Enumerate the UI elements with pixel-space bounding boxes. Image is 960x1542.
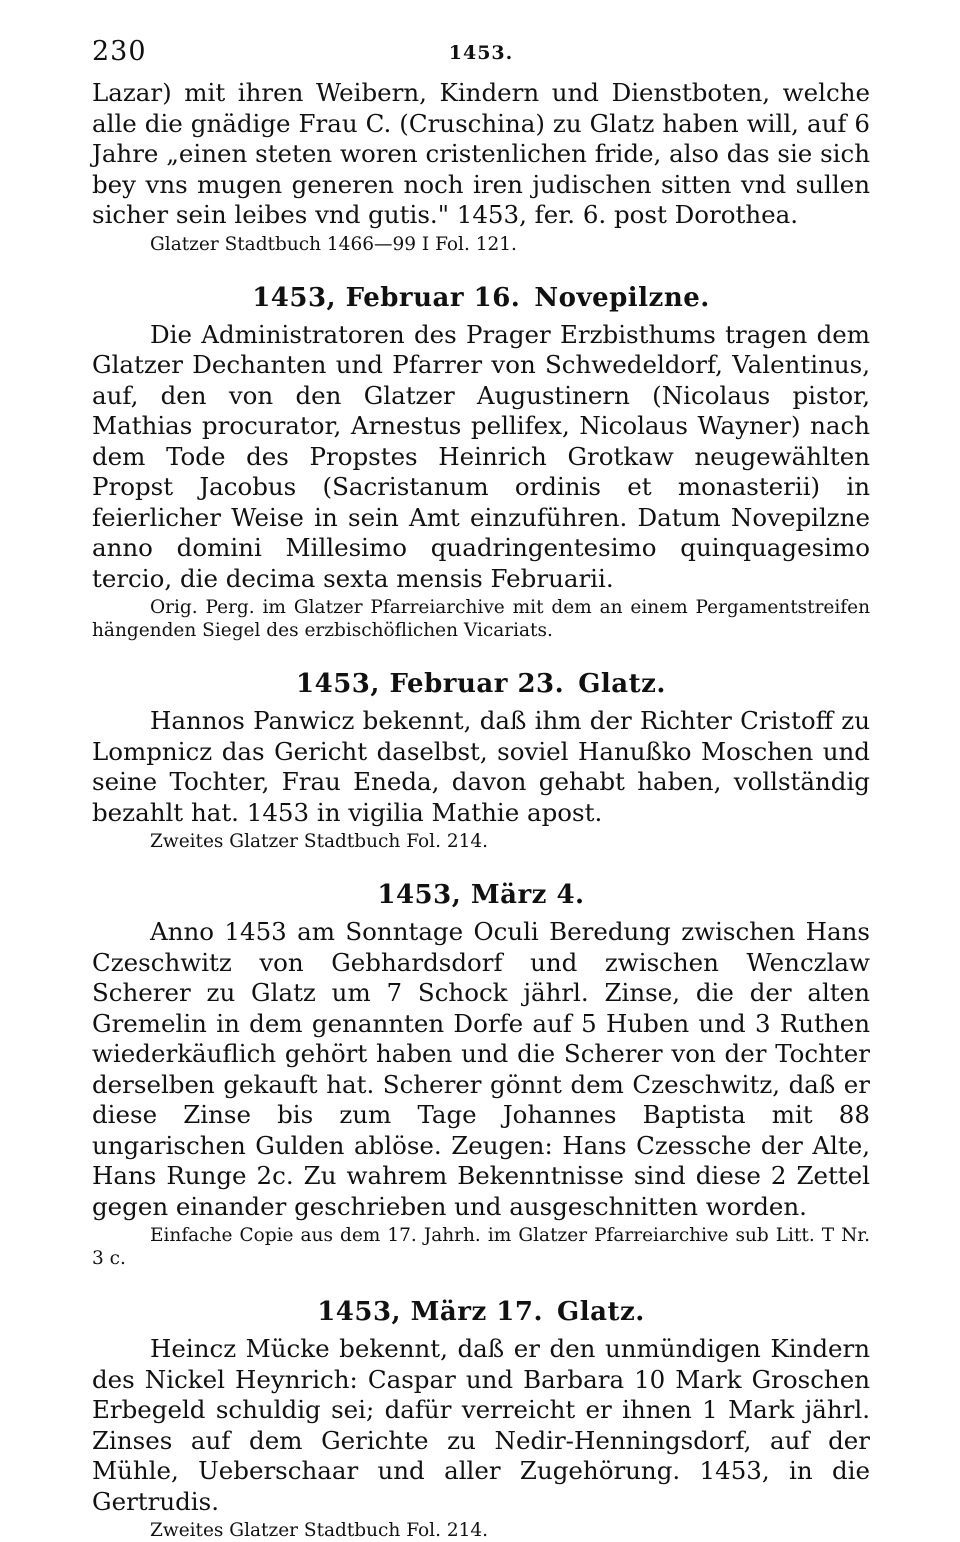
entry-text: Die Administratoren des Prager Erzbisthums tragen dem Glatzer Dechanten und Pfarrer von Schwedeldorf, Valentinus, auf, den von den Glatzer Augustinern (Nicolaus pistor, Mathias procurator, Arnestus pellifex, Nicolaus Wayner) nach dem Tode des Propstes Heinrich Grotkaw neugewählten Propst Jacobus (Sacristanum ordinis et monasterii) in feierlicher Weise in sein Amt einzuführen. Datum Novepilzne anno domini Millesimo quadringentesimo quinquagesimo tercio, die decima sexta mensis Februarii. (92, 319, 870, 593)
entry-place: Glatz. (557, 1297, 645, 1327)
continuation-source: Glatzer Stadtbuch 1466—99 I Fol. 121. (150, 233, 517, 255)
entry-source: Zweites Glatzer Stadtbuch Fol. 214. (150, 831, 489, 852)
entry-place: Glatz. (578, 669, 666, 699)
entry-source: Zweites Glatzer Stadtbuch Fol. 214. (150, 1520, 489, 1541)
entry-source: Einfache Copie aus dem 17. Jahrh. im Glatzer Pfarreiarchive sub Litt. T Nr. 3 c. (92, 1225, 870, 1269)
page (92, 28, 870, 1542)
continuation-text: Lazar) mit ihren Weibern, Kindern und Dienstboten, welche alle die gnädige Frau C. (Cruschina) zu Glatz haben will, auf 6 Jahre „einen steten woren cristenlichen fride, also das sie sich bey vns mugen generen noch iren judischen sitten vnd sullen sicher sein leibes vnd gutis." 1453, fer. 6. post Dorothea. (92, 78, 870, 229)
running-header (92, 28, 870, 78)
entry-text: Hannos Panwicz bekennt, daß ihm der Richter Cristoff zu Lompnicz das Gericht daselbst, soviel Hanußko Moschen und seine Tochter, Frau Eneda, davon gehabt haben, vollständig bezahlt hat. 1453 in vigilia Mathie apost. (92, 706, 870, 827)
entry-date: 1453, März 4. (377, 880, 585, 910)
entry-text: Heincz Mücke bekennt, daß er den unmündigen Kindern des Nickel Heynrich: Caspar und Barbara 10 Mark Groschen Erbegeld schuldig sei; dafür verreicht er ihnen 1 Mark jährl. Zinses auf dem Gerichte zu Nedir-Henningsdorf, auf der Mühle, Ueberschaar und aller Zugehörung. 1453, in die Gertrudis. (92, 1334, 870, 1516)
entry-heading (92, 1296, 870, 1328)
page-number: 230 (92, 36, 147, 67)
entry-heading (92, 282, 870, 314)
entry-heading (92, 879, 870, 911)
entry-heading (92, 668, 870, 700)
entry-date: 1453, März 17. (317, 1297, 544, 1327)
running-year: 1453. (448, 42, 514, 64)
entry-place: Novepilzne. (534, 282, 710, 313)
entry-text: Anno 1453 am Sonntage Oculi Beredung zwischen Hans Czeschwitz von Gebhardsdorf und zwischen Wenczlaw Scherer zu Glatz um 7 Schock jährl. Zinse, die der alten Gremelin in dem genannten Dorfe auf 5 Huben und 3 Ruthen wiederkäuflich gehört haben und die Scherer von der Tochter derselben gekauft hat. Scherer gönnt dem Czeschwitz, daß er diese Zinse bis zum Tage Johannes Baptista mit 88 ungarischen Gulden ablöse. Zeugen: Hans Czessche der Alte, Hans Runge 2c. Zu wahrem Bekenntnisse sind diese 2 Zettel gegen einander geschrieben und ausgeschnitten worden. (92, 917, 870, 1221)
entry-date: 1453, Februar 23. (296, 669, 565, 699)
entry-source: Orig. Perg. im Glatzer Pfarreiarchive mit dem an einem Pergamentstreifen hängenden Siegel des erzbischöflichen Vicariats. (92, 597, 870, 641)
entry-date: 1453, Februar 16. (252, 282, 521, 313)
